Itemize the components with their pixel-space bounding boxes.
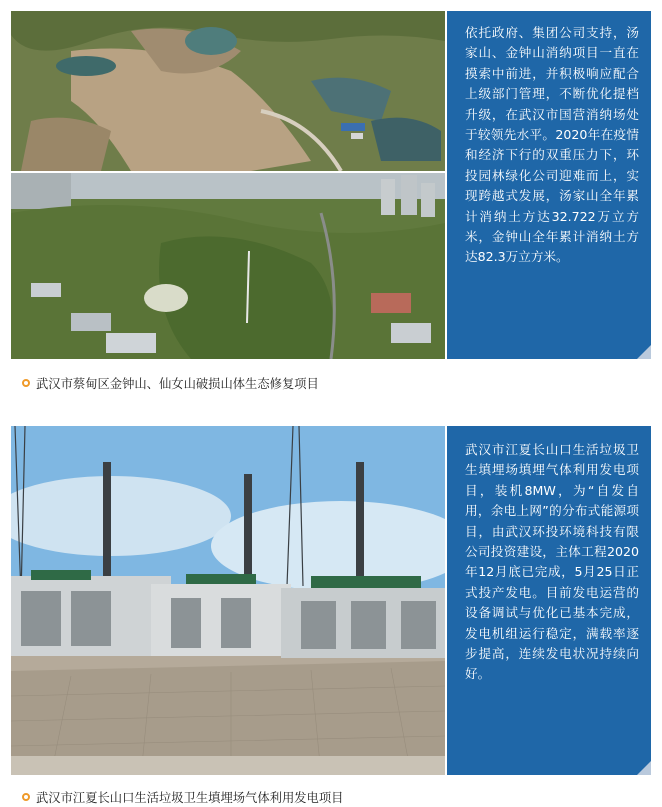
description-text-1: 依托政府、集团公司支持，汤家山、金钟山消纳项目一直在摸索中前进，并积极响应配合上级部门管理，不断优化提档升级，在武汉市国营消纳场处于较领先水平。2020年在疫情和经济下行的双重压力下，环投园林绿化公司迎难而上，实现跨越式发展，汤家山全年累计消纳土方达32.722万立方米，金钟山全年累计消纳土方达82.3万立方米。 — [465, 25, 639, 265]
caption-text-1: 武汉市蔡甸区金钟山、仙女山破损山体生态修复项目 — [36, 377, 319, 391]
bullet-icon — [22, 793, 30, 801]
bullet-icon — [22, 379, 30, 387]
aerial-photo-green-hills — [11, 173, 445, 359]
caption-1 — [22, 374, 319, 392]
power-plant-photo — [11, 426, 445, 775]
panel-corner-1 — [637, 345, 651, 359]
description-panel-1 — [447, 11, 651, 359]
aerial-photo-quarry — [11, 11, 445, 171]
panel-corner-2 — [637, 761, 651, 775]
description-text-2: 武汉市江夏长山口生活垃圾卫生填埋场填埋气体利用发电项目，装机8MW，为“自发自用，余电上网”的分布式能源项目，由武汉环投环境科技有限公司投资建设，主体工程2020年12月底已完成，5月25日正式投产发电。目前发电运营的设备调试与优化已基本完成，发电机组运行稳定，满载率逐步提高，连续发电状况持续向好。 — [465, 442, 639, 682]
caption-2 — [22, 788, 343, 806]
caption-text-2: 武汉市江夏长山口生活垃圾卫生填埋场气体利用发电项目 — [36, 791, 344, 805]
description-panel-2 — [447, 426, 651, 775]
